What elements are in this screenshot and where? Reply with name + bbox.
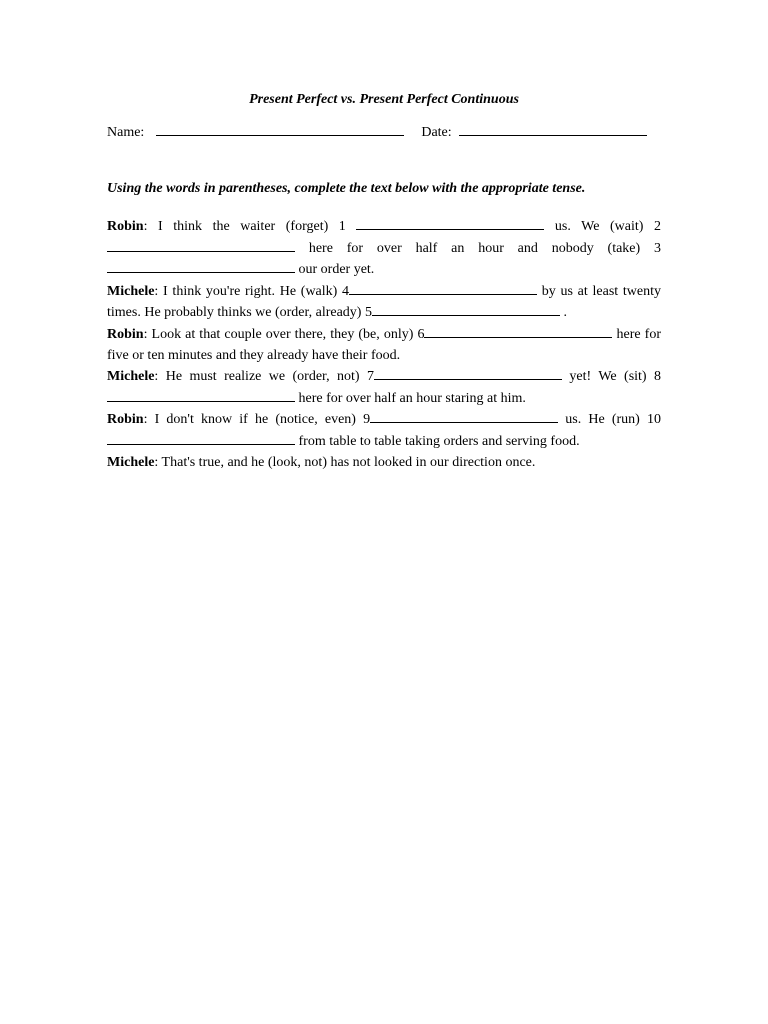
- dialogue-text: from table to table taking orders and serving food.: [295, 433, 580, 449]
- dialogue-text: here for over half an hour and nobody (take) 3: [295, 240, 661, 256]
- speaker-name: Michele: [107, 369, 155, 385]
- answer-blank-7: [374, 366, 562, 380]
- answer-blank-6: [424, 324, 612, 338]
- dialogue-line: [107, 281, 661, 324]
- dialogue-text: : Look at that couple over there, they (be, only) 6: [143, 326, 425, 342]
- answer-blank-3: [107, 259, 295, 273]
- dialogue-text: here for over half an hour staring at him.: [295, 390, 526, 406]
- answer-blank-5: [372, 302, 560, 316]
- dialogue-text: by us at least twenty times. He probably thinks we (order, already) 5: [107, 283, 661, 321]
- answer-blank-2: [107, 238, 295, 252]
- dialogue-text: : He must realize we (order, not) 7: [154, 369, 374, 385]
- speaker-name: Michele: [107, 454, 155, 470]
- dialogue-line: [107, 324, 661, 366]
- dialogue-line: [107, 409, 661, 452]
- dialogue-text: : That's true, and he (look, not) has not looked in our direction once.: [154, 454, 536, 470]
- name-date-row: [107, 121, 667, 141]
- page-title: Present Perfect vs. Present Perfect Continuous: [249, 92, 519, 107]
- dialogue-line: [107, 366, 661, 409]
- dialogue-line: [107, 216, 661, 281]
- speaker-name: Michele: [107, 283, 155, 299]
- answer-blank-8: [107, 388, 295, 402]
- dialogue-text: : I think you're right. He (walk) 4: [154, 283, 350, 299]
- dialogue-text: our order yet.: [295, 262, 375, 278]
- dialogue-text: here for five or ten minutes and they already have their food.: [107, 326, 661, 363]
- answer-blank-4: [349, 281, 537, 295]
- date-blank: [459, 121, 647, 136]
- speaker-name: Robin: [107, 326, 144, 342]
- dialogue-text: : I think the waiter (forget) 1: [143, 219, 357, 234]
- dialogue-text: : I don't know if he (notice, even) 9: [143, 412, 371, 428]
- dialogue-text: us. We (wait) 2: [544, 219, 661, 234]
- answer-blank-1: [356, 216, 544, 230]
- name-blank: [156, 121, 404, 136]
- dialogue: [107, 216, 661, 473]
- name-label: Name:: [107, 125, 145, 140]
- speaker-name: Robin: [107, 412, 144, 428]
- dialogue-text: yet! We (sit) 8: [562, 369, 661, 385]
- instructions: Using the words in parentheses, complete the text below with the appropriate tense.: [107, 181, 586, 196]
- answer-blank-10: [107, 431, 295, 445]
- answer-blank-9: [370, 409, 558, 423]
- dialogue-text: .: [559, 305, 567, 321]
- dialogue-line: [107, 453, 661, 474]
- speaker-name: Robin: [107, 219, 144, 234]
- dialogue-text: us. He (run) 10: [558, 412, 661, 428]
- date-label: Date:: [421, 125, 452, 140]
